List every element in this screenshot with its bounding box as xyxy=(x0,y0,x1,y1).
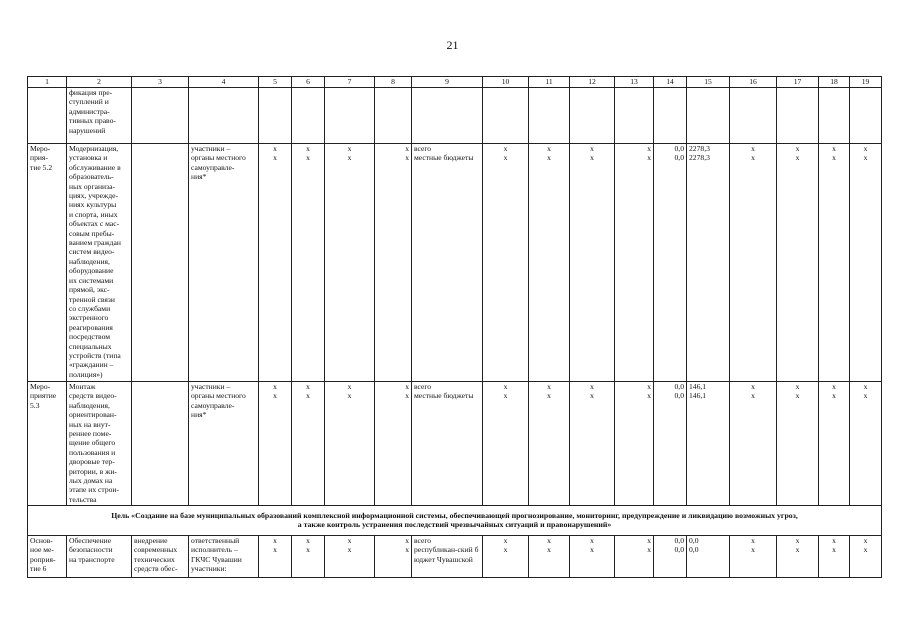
column-header: 3 xyxy=(132,77,189,88)
column-header: 9 xyxy=(412,77,483,88)
column-number-row xyxy=(28,77,882,88)
column-header: 18 xyxy=(819,77,850,88)
measure-name: Модернизация, установка и обслуживание в образователь- ных организа- циях, учрежде- ниях культуры и спорта, иных объектах с мас- совым пребы- ванием граждан систем видео- наблюдения, оборудование их системами прямой, экс- тренной связи со службами экстренного реагирования посредством специальных устройств (типа «гражданин – полиция») xyxy=(67,144,132,382)
measure-id: Основ- ное ме- роприя- тие 6 xyxy=(28,535,67,577)
column-header: 8 xyxy=(375,77,412,88)
continuation-text: фикация пре- ступлений и администра- тивных право- нарушений xyxy=(67,88,132,144)
page-number: 21 xyxy=(446,38,459,52)
column-header: 2 xyxy=(67,77,132,88)
goal-heading: Цель «Создание на базе муниципальных образований комплексной информационной системы, обеспечивающей прогнозирование, мониторинг, предупреждение и ликвидацию возможных угроз, а также контроль устранения последствий чрезвычайных ситуаций и правонарушений» xyxy=(28,506,882,536)
column-header: 1 xyxy=(28,77,67,88)
column-header: 6 xyxy=(292,77,325,88)
measures-table xyxy=(27,76,882,578)
continuation-row xyxy=(28,88,882,144)
measure-id: Меро- приятие 5.3 xyxy=(28,382,67,506)
measure-task: внедрение современных технических средств обес- xyxy=(132,535,189,577)
measure-responsible: ответственный исполнитель – ГКЧС Чувашии участники: xyxy=(189,535,259,577)
column-header: 19 xyxy=(850,77,882,88)
column-header: 10 xyxy=(483,77,529,88)
column-header: 5 xyxy=(259,77,292,88)
measure-name: Монтаж средств видео- наблюдения, ориентирован- ных на внут- реннее поме- щение общего пользования и дворовые тер- ритории, в жи- лых домах на этапе их строи- тельства xyxy=(67,382,132,506)
column-header: 17 xyxy=(777,77,819,88)
measure-responsible: участники – органы местного самоуправле- ния* xyxy=(189,144,259,382)
measure-5-3-row: Меро- приятие 5.3 Монтаж средств видео- наблюдения, ориентирован- ных на внут- реннее поме- щение общего пользования и дворовые тер- ритории, в жи- лых домах на этапе их строи- тельства участники – органы местного самоуправле- ния* х х х х х х х х всего местные бюджеты х х х х х х х х 0,0 0,0 146,1 146,1 х х х х х х х х xyxy=(28,382,882,506)
measure-id: Меро- прия- тие 5.2 xyxy=(28,144,67,382)
main-measure-6-row: Основ- ное ме- роприя- тие 6 Обеспечение безопасности на транспорте внедрение современных технических средств обес- ответственный исполнитель – ГКЧС Чувашии участники: х х х х х х х х всего республикан-ский бюджет Чувашской х х х х х х х х 0,0 0,0 0,0 0,0 х х х х х х х х xyxy=(28,535,882,577)
column-header: 4 xyxy=(189,77,259,88)
funding-source: всего республикан-ский бюджет Чувашской xyxy=(412,535,483,577)
column-header: 16 xyxy=(730,77,777,88)
column-header: 14 xyxy=(654,77,687,88)
column-header: 15 xyxy=(687,77,730,88)
funding-source: всего местные бюджеты xyxy=(412,382,483,506)
column-header: 7 xyxy=(325,77,375,88)
goal-row xyxy=(28,506,882,536)
measure-responsible: участники – органы местного самоуправле- ния* xyxy=(189,382,259,506)
column-header: 11 xyxy=(529,77,570,88)
column-header: 12 xyxy=(570,77,615,88)
funding-source: всего местные бюджеты xyxy=(412,144,483,382)
column-header: 13 xyxy=(615,77,654,88)
measure-name: Обеспечение безопасности на транспорте xyxy=(67,535,132,577)
measure-5-2-row: Меро- прия- тие 5.2 Модернизация, установка и обслуживание в образователь- ных организа- циях, учрежде- ниях культуры и спорта, иных объектах с мас- совым пребы- ванием граждан систем видео- наблюдения, оборудование их системами прямой, экс- тренной связи со службами экстренного реагирования посредством специальных устройств (типа «гражданин – полиция») участники – органы местного самоуправле- ния* х х х х х х х х всего местные бюджеты х х х х х х х х 0,0 0,0 2278,3 2278,3 х х х х х х х х xyxy=(28,144,882,382)
